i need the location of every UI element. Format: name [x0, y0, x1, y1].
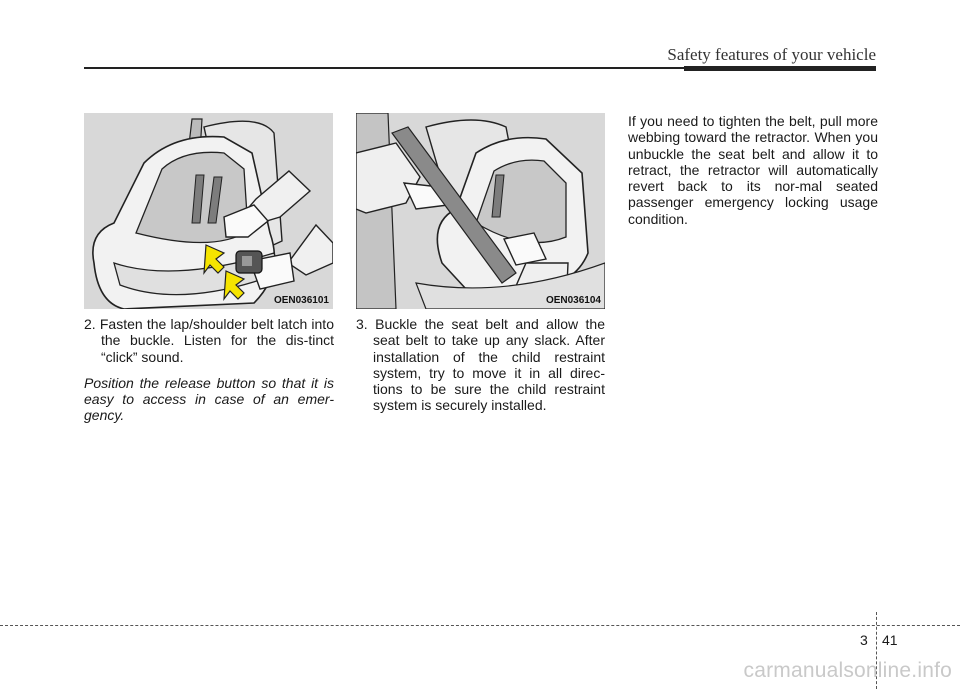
figure-code: OEN036101 [273, 295, 329, 306]
tighten-belt-paragraph: If you need to tighten the belt, pull more webbing toward the retractor. When you unbuckle the seat belt and allow it to retract, the retractor will automatically revert back to its nor-mal seated passenger emergency locking usage condition. [628, 113, 878, 227]
footer-rule [0, 625, 960, 626]
column-tighten-belt [628, 113, 878, 227]
page-number: 41 [882, 632, 898, 648]
figure-fasten-belt [84, 113, 333, 309]
child-seat-buckle-illustration [84, 113, 333, 309]
figure-code: OEN036104 [545, 295, 601, 306]
step-2-text: 2. Fasten the lap/shoulder belt latch into the buckle. Listen for the dis-tinct “click” sound. [84, 316, 334, 365]
header-rule [84, 67, 684, 69]
page-header-title: Safety features of your vehicle [667, 45, 876, 64]
column-step-2 [84, 316, 334, 424]
column-step-3 [356, 316, 605, 414]
figure-buckle-belt [356, 113, 605, 309]
watermark-text: carmanualsonline.info [743, 659, 952, 682]
step-3-text: 3. Buckle the seat belt and allow the seat belt to take up any slack. After installation of the child restraint system, try to move it in all direc-tions to be sure the child restraint system is securely installed. [356, 316, 605, 414]
header-rule-accent [684, 66, 876, 71]
step-2-note: Position the release button so that it is easy to access in case of an emer-gency. [84, 374, 334, 424]
chapter-number: 3 [860, 632, 868, 648]
seat-belt-tighten-illustration [356, 113, 605, 309]
